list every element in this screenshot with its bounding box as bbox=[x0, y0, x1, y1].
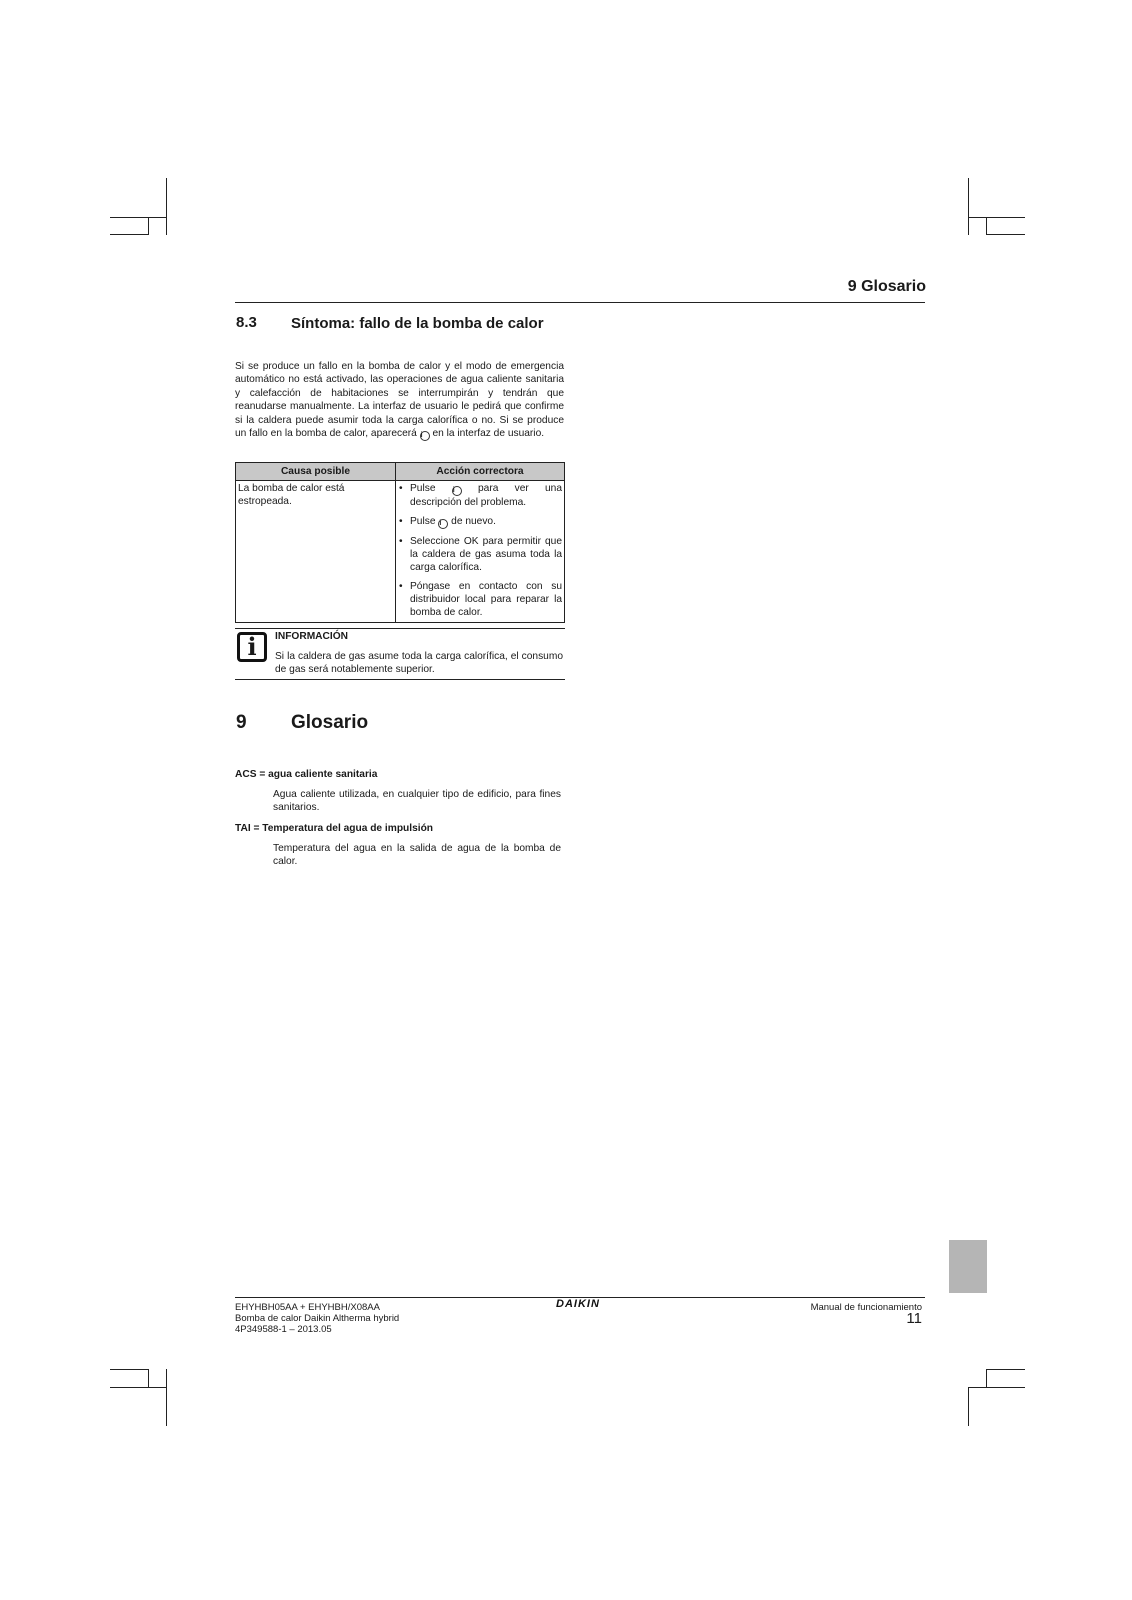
info-icon: i bbox=[237, 632, 267, 662]
crop-mark bbox=[110, 217, 167, 218]
table-header-row bbox=[236, 463, 565, 481]
action-text: para ver una descripción del problema. bbox=[410, 483, 562, 508]
footer-model: EHYHBH05AA + EHYHBH/X08AA bbox=[235, 1302, 380, 1313]
fault-table bbox=[235, 462, 565, 623]
running-header: 9 Glosario bbox=[847, 278, 926, 295]
list-item bbox=[398, 515, 562, 529]
intro-paragraph bbox=[235, 360, 564, 441]
section-number: 8.3 bbox=[236, 314, 257, 331]
glossary-definition: Temperatura del agua en la salida de agua de la bomba de calor. bbox=[273, 843, 561, 868]
glossary-term: TAI = Temperatura del agua de impulsión bbox=[235, 823, 434, 834]
column-header-action: Acción correctora bbox=[396, 463, 565, 481]
footer-manual-type: Manual de funcionamiento bbox=[810, 1302, 922, 1313]
action-list bbox=[398, 482, 562, 619]
list-item bbox=[398, 482, 562, 509]
header-rule bbox=[235, 302, 925, 303]
crop-mark bbox=[986, 217, 987, 235]
crop-mark bbox=[110, 1369, 149, 1370]
crop-mark bbox=[110, 1387, 167, 1388]
crop-mark bbox=[986, 1369, 987, 1387]
info-button-icon: i bbox=[438, 519, 448, 529]
section-title: Síntoma: fallo de la bomba de calor bbox=[291, 315, 544, 332]
crop-mark bbox=[968, 1387, 969, 1426]
list-item: • Póngase en contacto con su distribuidor local para reparar la bomba de calor. bbox=[398, 580, 562, 619]
action-cell bbox=[396, 481, 565, 623]
crop-mark bbox=[148, 217, 149, 235]
footer-product: Bomba de calor Daikin Altherma hybrid bbox=[235, 1313, 400, 1324]
info-top-rule bbox=[235, 628, 565, 629]
info-bottom-rule bbox=[235, 679, 565, 680]
column-header-cause: Causa posible bbox=[236, 463, 396, 481]
crop-mark bbox=[968, 178, 969, 235]
crop-mark bbox=[986, 234, 1025, 235]
action-text: de nuevo. bbox=[451, 516, 496, 527]
glossary-definition: Agua caliente utilizada, en cualquier tipo de edificio, para fines sanitarios. bbox=[273, 789, 561, 814]
footer-doc-code: 4P349588-1 – 2013.05 bbox=[235, 1324, 332, 1335]
info-button-icon: i bbox=[452, 486, 462, 496]
info-button-icon: i bbox=[420, 431, 430, 441]
daikin-logo: DAIKIN bbox=[556, 1298, 600, 1310]
intro-text-end: en la interfaz de usuario. bbox=[432, 428, 545, 440]
crop-mark bbox=[968, 217, 1025, 218]
section-title: Glosario bbox=[291, 712, 369, 733]
table-row bbox=[236, 481, 565, 623]
page-number: 11 bbox=[906, 1310, 922, 1327]
crop-mark bbox=[166, 1369, 167, 1426]
info-title: INFORMACIÓN bbox=[275, 631, 349, 642]
list-item: • Seleccione OK para permitir que la caldera de gas asuma toda la carga calorífica. bbox=[398, 535, 562, 574]
glossary-term: ACS = agua caliente sanitaria bbox=[235, 769, 378, 780]
action-text: Pulse bbox=[410, 483, 436, 494]
crop-mark bbox=[110, 234, 149, 235]
crop-mark bbox=[148, 1369, 149, 1387]
crop-mark bbox=[166, 178, 167, 235]
info-text: Si la caldera de gas asume toda la carga calorífica, el consumo de gas será notablemente superior. bbox=[275, 651, 563, 675]
intro-text: Si se produce un fallo en la bomba de calor y el modo de emergencia automático no está activado, las operaciones de agua caliente sanitaria y calefacción de habitaciones se interrumpirán y tendrán que reanudarse manualmente. La interfaz de usuario le pedirá que confirme si la caldera puede asumir toda la carga calorífica o no. Si se produce un fallo en la bomba de calor, aparecerá bbox=[235, 361, 564, 440]
section-number: 9 bbox=[236, 712, 247, 733]
crop-mark bbox=[968, 1387, 1025, 1388]
chapter-tab bbox=[949, 1240, 987, 1293]
cause-cell: La bomba de calor está estropeada. bbox=[236, 481, 396, 623]
crop-mark bbox=[986, 1369, 1025, 1370]
action-text: Pulse bbox=[410, 516, 436, 527]
